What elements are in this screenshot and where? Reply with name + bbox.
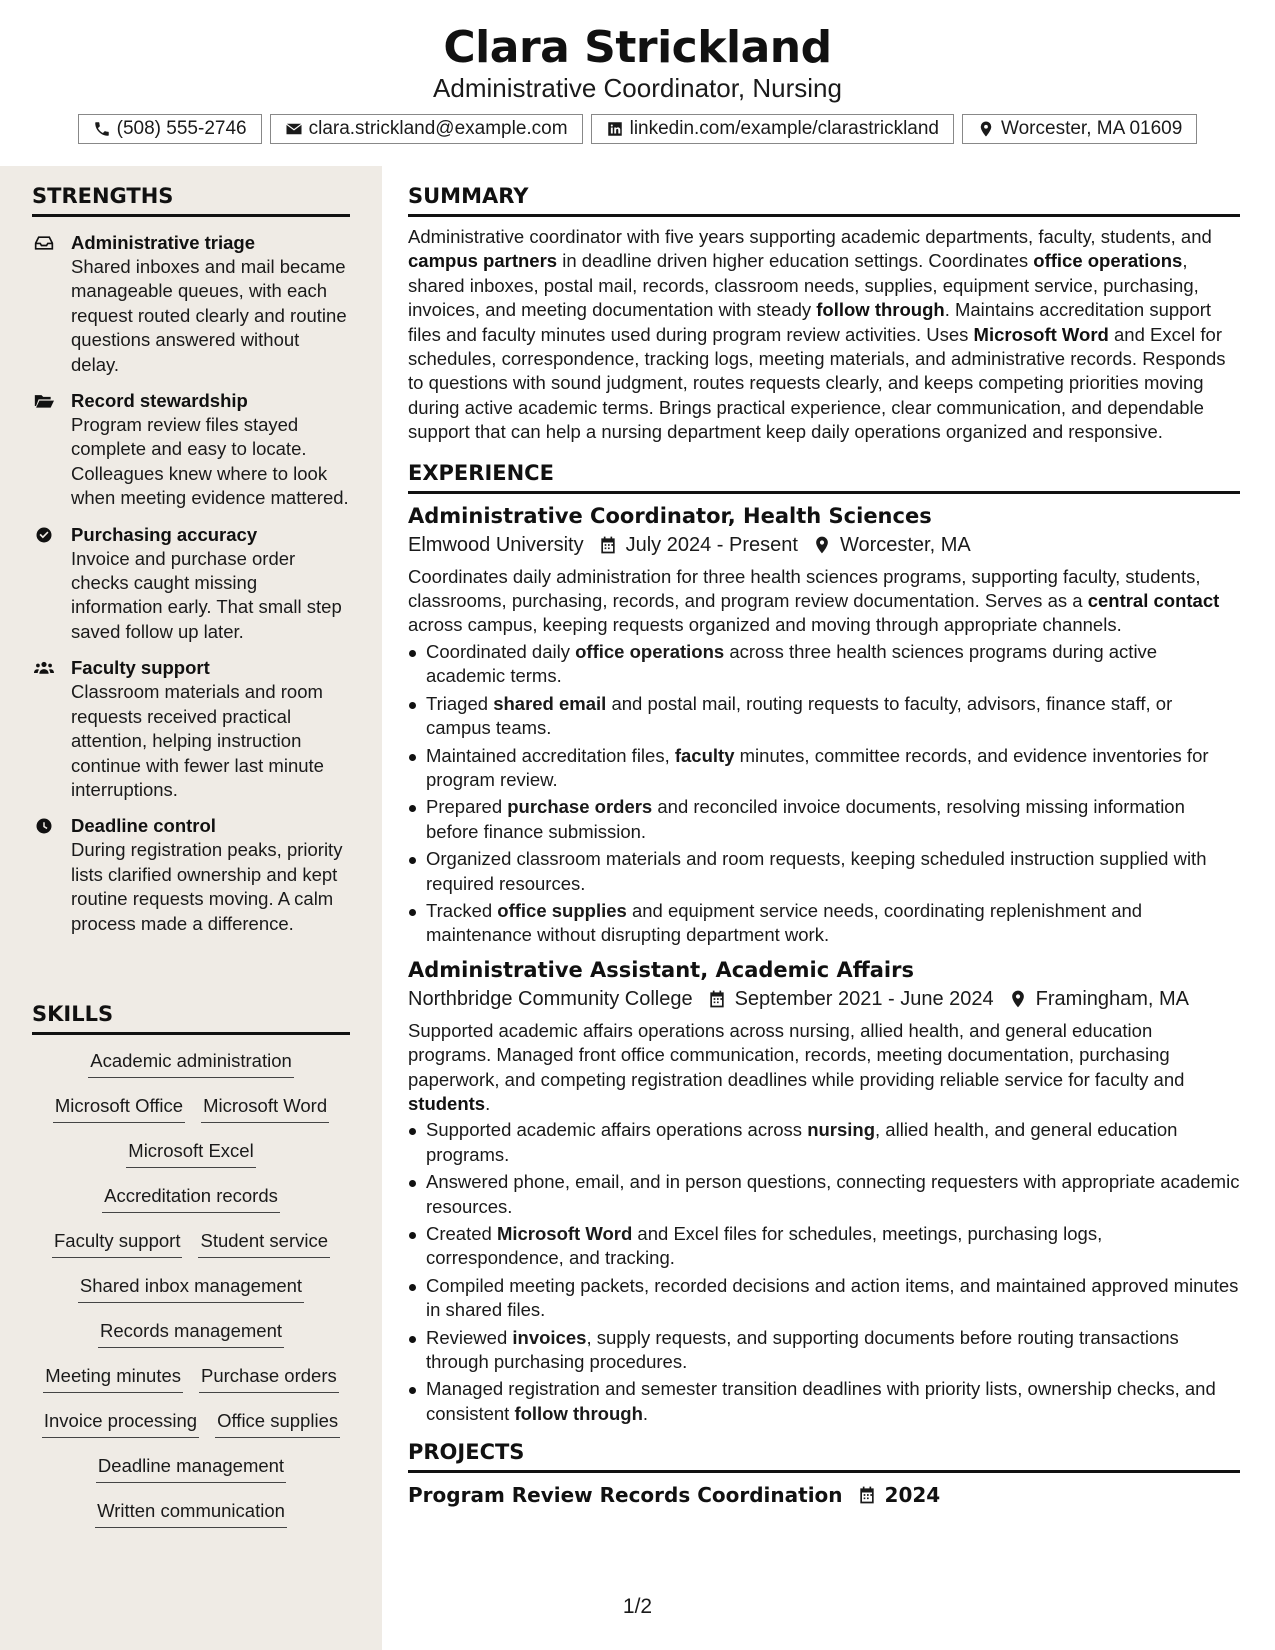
job-title: Administrative Assistant, Academic Affairs — [408, 957, 914, 982]
skill-tag: Office supplies — [215, 1409, 340, 1438]
skill-row — [0, 1364, 382, 1409]
emphasis-text: follow through — [816, 299, 945, 321]
skill-row — [0, 1229, 382, 1274]
text-segment: , supply requests, and supporting documents before routing transactions through purchasing procedures. — [426, 1326, 1179, 1373]
emphasis-text: invoices — [512, 1326, 587, 1348]
emphasis-text: purchase orders — [507, 796, 653, 818]
contact-email-text[interactable]: clara.strickland@example.com — [308, 118, 568, 139]
job-location: Framingham, MA — [1035, 987, 1190, 1010]
emphasis-text: office operations — [1033, 250, 1183, 272]
skill-tag: Microsoft Word — [201, 1094, 329, 1123]
strength-item — [0, 231, 382, 377]
text-segment: Administrative coordinator with five years supporting academic departments, faculty, students, and — [408, 226, 1212, 247]
contact-location — [962, 114, 1197, 144]
summary-section — [408, 184, 1240, 1507]
contact-phone — [78, 114, 262, 144]
emphasis-text: office supplies — [497, 899, 627, 921]
skill-tag: Shared inbox management — [78, 1274, 304, 1303]
candidate-title: Administrative Coordinator, Nursing — [433, 73, 842, 103]
bullet-item — [408, 692, 1240, 741]
skill-row — [0, 1274, 382, 1319]
skill-tag: Written communication — [95, 1499, 287, 1528]
text-segment: , allied health, and general education programs. — [426, 1119, 1178, 1165]
emphasis-text: nursing — [807, 1119, 876, 1141]
sidebar — [0, 166, 382, 1650]
strength-item — [0, 523, 382, 645]
text-segment: . Maintains accreditation support files and faculty minutes used during program review activities. Uses — [408, 299, 1212, 345]
project-title: Program Review Records Coordination — [408, 1483, 843, 1508]
page-number: 1/2 — [622, 1595, 653, 1618]
project-year: 2024 — [884, 1483, 941, 1508]
job-org: Elmwood University — [408, 533, 584, 556]
skill-row — [0, 1139, 382, 1184]
bullet-item — [408, 1274, 1240, 1323]
main-column — [408, 166, 1240, 1650]
emphasis-text: shared email — [493, 692, 607, 714]
text-segment: and equipment service needs, coordinating replenishment and maintenance without disrupting department work. — [426, 899, 1143, 946]
map-pin-icon — [1008, 989, 1028, 1009]
calendar-icon — [857, 1485, 877, 1505]
bullet-item — [408, 744, 1240, 793]
text-segment: Tracked — [426, 899, 498, 921]
skill-row — [0, 1499, 382, 1544]
text-segment: and reconciled invoice documents, resolving missing information before finance submission. — [426, 796, 1185, 842]
job-org: Northbridge Community College — [408, 987, 693, 1010]
skill-tag: Invoice processing — [42, 1409, 199, 1438]
skill-tag: Records management — [98, 1319, 284, 1348]
job-bullets — [408, 1118, 1240, 1426]
skills-heading: SKILLS — [32, 1002, 350, 1035]
skill-tag: Microsoft Excel — [126, 1139, 255, 1168]
text-segment: across three health sciences programs during active academic terms. — [426, 640, 1158, 687]
text-segment: Maintained accreditation files, — [426, 744, 675, 766]
projects-heading: PROJECTS — [408, 1440, 1240, 1473]
bullet-item — [408, 1326, 1240, 1375]
text-segment: and Excel files for schedules, meetings, purchasing logs, correspondence, and tracking. — [426, 1223, 1103, 1269]
strength-desc: Shared inboxes and mail became manageable queues, with each request routed clearly and routine questions answered without delay. — [71, 256, 347, 375]
text-segment: Created — [426, 1223, 497, 1244]
job-dates: September 2021 - June 2024 — [734, 987, 994, 1010]
emphasis-text: Microsoft Word — [973, 323, 1109, 345]
strength-desc: During registration peaks, priority lists clarified ownership and kept routine requests moving. A calm process made a difference. — [71, 839, 343, 934]
skill-tag: Faculty support — [52, 1229, 182, 1258]
strength-desc: Program review files stayed complete and easy to locate. Colleagues knew where to look when meeting evidence mattered. — [71, 414, 349, 509]
text-segment: and postal mail, routing requests to faculty, advisors, finance staff, or campus teams. — [426, 692, 1173, 739]
bullet-item — [408, 1118, 1240, 1167]
summary-heading: SUMMARY — [408, 184, 1240, 217]
text-segment: Prepared — [426, 796, 508, 818]
job-location: Worcester, MA — [839, 533, 971, 556]
text-segment: Supported academic affairs operations across — [426, 1119, 808, 1141]
job-entry — [408, 958, 1240, 1427]
users-icon — [34, 659, 54, 677]
strength-title: Deadline control — [71, 815, 216, 837]
skill-row — [0, 1319, 382, 1364]
skill-tag: Microsoft Office — [53, 1094, 185, 1123]
text-segment: across campus, keeping requests organized and moving through appropriate channels. — [408, 614, 1122, 636]
text-segment: Supported academic affairs operations across nursing, allied health, and general education programs. Managed front office communication, records, meeting documentation, purchasing paperwork, and competing registration deadlines while providing reliable service for faculty and — [408, 1019, 1185, 1090]
job-entry — [408, 504, 1240, 948]
emphasis-text: campus partners — [408, 250, 558, 272]
text-segment: and Excel for schedules, correspondence, tracking logs, meeting materials, and administrative records. Responds to questions with sound judgment, routes requests clearly, and keeps competing priorities moving during active academic terms. Brings practical experience, clear communication, and dependable support that can help a nursing department keep daily operations organized and responsive. — [408, 323, 1226, 443]
strengths-heading: STRENGTHS — [32, 184, 350, 217]
contact-bar — [0, 114, 1275, 144]
skills-list — [0, 1049, 382, 1544]
text-segment: Coordinates daily administration for three health sciences programs, supporting faculty, students, classrooms, purchasing, records, and program review documentation. Serves as a — [408, 565, 1201, 612]
bullet-item — [408, 795, 1240, 844]
text-segment: , shared inboxes, postal mail, records, classroom needs, supplies, equipment service, purchasing, invoices, and meeting documentation with steady — [408, 250, 1199, 321]
folder-open-icon — [34, 392, 54, 410]
emphasis-text: office operations — [575, 640, 725, 662]
emphasis-text: follow through — [514, 1402, 643, 1424]
skill-tag: Deadline management — [96, 1454, 286, 1483]
text-segment: Organized classroom materials and room requests, keeping scheduled instruction supplied with required resources. — [426, 848, 1207, 894]
check-circle-icon — [34, 526, 54, 544]
linkedin-icon — [606, 120, 624, 138]
strength-title: Record stewardship — [71, 390, 248, 412]
text-segment: Answered phone, email, and in person questions, connecting requesters with appropriate academic resources. — [426, 1171, 1240, 1217]
project-entry — [408, 1483, 1240, 1507]
skill-tag: Student service — [198, 1229, 330, 1258]
strength-item — [0, 814, 382, 936]
contact-linkedin[interactable] — [591, 114, 954, 144]
skills-section — [0, 1002, 382, 1544]
experience-heading: EXPERIENCE — [408, 461, 1240, 494]
text-segment: . — [642, 1402, 649, 1424]
skill-row — [0, 1454, 382, 1499]
job-intro — [408, 565, 1240, 638]
clock-icon — [34, 817, 54, 835]
text-segment: Compiled meeting packets, recorded decisions and action items, and maintained approved minutes in shared files. — [426, 1274, 1239, 1321]
job-bullets — [408, 640, 1240, 948]
emphasis-text: central contact — [1087, 590, 1220, 612]
map-pin-icon — [812, 535, 832, 555]
strength-desc: Classroom materials and room requests received practical attention, helping instruction continue with fewer last minute interruptions. — [71, 681, 324, 800]
skill-tag: Purchase orders — [199, 1364, 339, 1393]
summary-text — [408, 225, 1240, 445]
calendar-icon — [598, 535, 618, 555]
skill-tag: Meeting minutes — [43, 1364, 183, 1393]
emphasis-text: Microsoft Word — [496, 1223, 633, 1244]
bullet-item — [408, 1377, 1240, 1426]
skill-tag: Accreditation records — [102, 1184, 280, 1213]
bullet-item — [408, 1170, 1240, 1219]
map-pin-icon — [977, 120, 995, 138]
contact-linkedin-text[interactable]: linkedin.com/example/clarastrickland — [629, 118, 940, 139]
contact-location-text: Worcester, MA 01609 — [1001, 118, 1183, 139]
bullet-item — [408, 1222, 1240, 1271]
strength-title: Faculty support — [71, 657, 210, 679]
bullet-item — [408, 640, 1240, 689]
text-segment: minutes, committee records, and evidence inventories for program review. — [426, 744, 1209, 790]
bullet-item — [408, 847, 1240, 896]
resume-header — [0, 0, 1275, 166]
text-segment: Triaged — [426, 692, 494, 714]
strength-item — [0, 656, 382, 802]
skill-row — [0, 1184, 382, 1229]
contact-email[interactable] — [270, 114, 583, 144]
job-meta — [408, 988, 1240, 1011]
inbox-icon — [34, 234, 54, 252]
strength-title: Purchasing accuracy — [71, 523, 258, 545]
emphasis-text: students — [408, 1092, 486, 1114]
envelope-icon — [285, 120, 303, 138]
job-title: Administrative Coordinator, Health Sciences — [408, 503, 932, 528]
skill-tag: Academic administration — [88, 1049, 294, 1078]
text-segment: Reviewed — [426, 1326, 513, 1348]
text-segment: Coordinated daily — [426, 640, 576, 662]
calendar-icon — [707, 989, 727, 1009]
text-segment: . — [485, 1092, 491, 1114]
job-intro — [408, 1019, 1240, 1117]
job-dates: July 2024 - Present — [625, 533, 798, 556]
phone-icon — [93, 120, 111, 138]
candidate-name: Clara Strickland — [443, 22, 832, 73]
bullet-item — [408, 899, 1240, 948]
job-meta — [408, 534, 1240, 557]
skill-row — [0, 1049, 382, 1094]
skill-row — [0, 1094, 382, 1139]
strength-title: Administrative triage — [71, 232, 256, 253]
strength-desc: Invoice and purchase order checks caught missing information early. That small step saved follow up later. — [71, 547, 342, 642]
text-segment: Managed registration and semester transition deadlines with priority lists, ownership checks, and consistent — [426, 1378, 1216, 1424]
text-segment: in deadline driven higher education settings. Coordinates — [557, 250, 1034, 272]
contact-phone-text: (508) 555-2746 — [116, 118, 247, 139]
strengths-section — [0, 184, 382, 936]
strength-item — [0, 389, 382, 511]
skill-row — [0, 1409, 382, 1454]
emphasis-text: faculty — [674, 744, 735, 766]
